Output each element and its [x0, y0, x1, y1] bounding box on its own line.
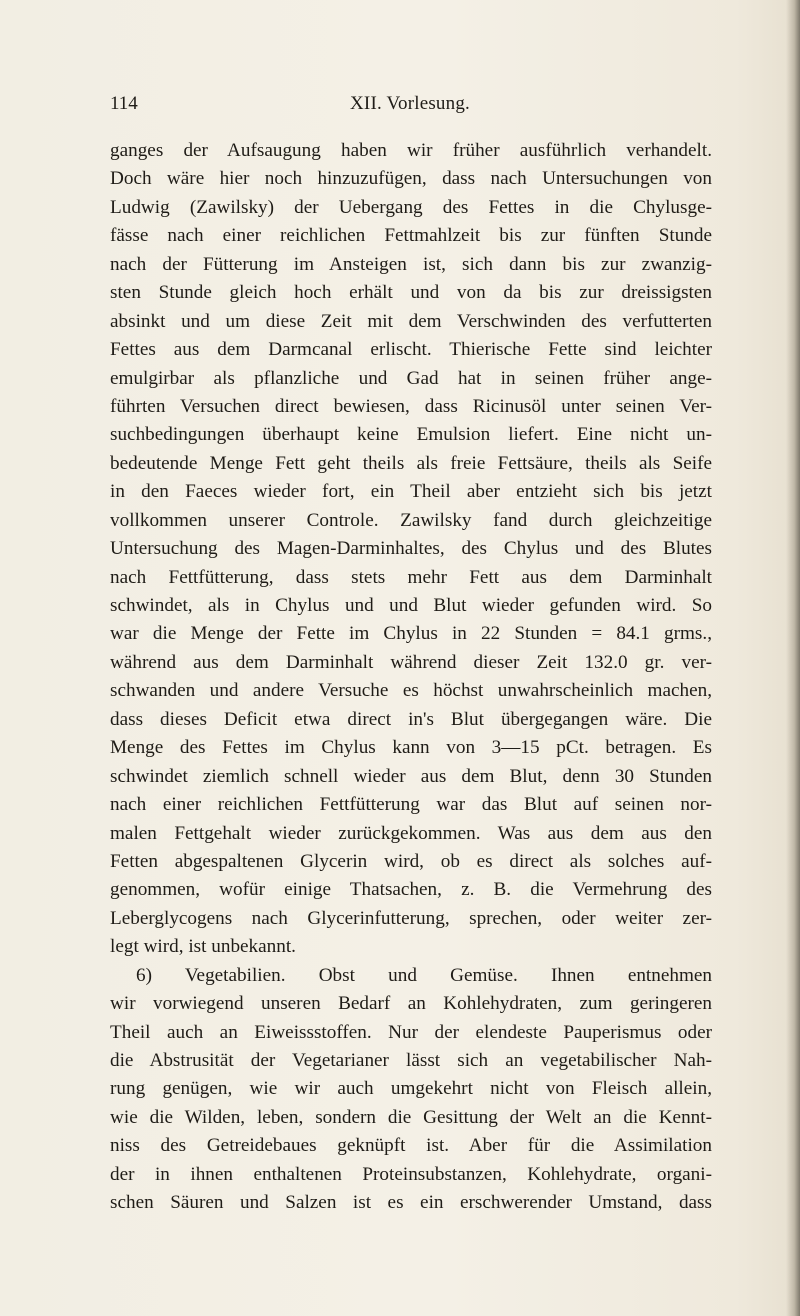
text-line: der in ihnen enthaltenen Proteinsubstanzen, Kohlehydrate, organi-	[110, 1163, 712, 1185]
text-line: dass dieses Deficit etwa direct in's Blut übergegangen wäre. Die	[110, 708, 712, 730]
text-line: genommen, wofür einige Thatsachen, z. B. die Vermehrung des	[110, 879, 712, 901]
text-line: schwindet ziemlich schnell wieder aus dem Blut, denn 30 Stunden	[110, 765, 712, 787]
text-line: absinkt und um diese Zeit mit dem Verschwinden des verfutterten	[110, 310, 712, 332]
text-line: Ludwig (Zawilsky) der Uebergang des Fettes in die Chylusge-	[110, 196, 712, 218]
body-text	[110, 137, 712, 1218]
text-line: Doch wäre hier noch hinzuzufügen, dass nach Untersuchungen von	[110, 168, 712, 190]
text-line: bedeutende Menge Fett geht theils als freie Fettsäure, theils als Seife	[110, 452, 712, 474]
text-line: malen Fettgehalt wieder zurückgekommen. Was aus dem aus den	[110, 822, 712, 844]
page-edge-shadow	[786, 0, 800, 1316]
text-line: schwindet, als in Chylus und und Blut wieder gefunden wird. So	[110, 595, 712, 616]
text-line: Fettes aus dem Darmcanal erlischt. Thierische Fette sind leichter	[110, 339, 712, 361]
text-line: emulgirbar als pflanzliche und Gad hat in seinen früher ange-	[110, 367, 712, 389]
text-line: während aus dem Darminhalt während dieser Zeit 132.0 gr. ver-	[110, 651, 712, 673]
text-line: nach der Fütterung im Ansteigen ist, sich dann bis zur zwanzig-	[110, 253, 712, 275]
text-line: wir vorwiegend unseren Bedarf an Kohlehydraten, zum geringeren	[110, 993, 712, 1015]
text-line: Menge des Fettes im Chylus kann von 3—15 pCt. betragen. Es	[110, 737, 712, 759]
text-line: rung genügen, wie wir auch umgekehrt nicht von Fleisch allein,	[110, 1078, 712, 1100]
page-header	[110, 93, 710, 119]
text-line: suchbedingungen überhaupt keine Emulsion liefert. Eine nicht un-	[110, 424, 712, 446]
text-line: war die Menge der Fette im Chylus in 22 Stunden = 84.1 grms.,	[110, 623, 712, 645]
section-heading-line: 6) Vegetabilien. Obst und Gemüse. Ihnen entnehmen	[136, 964, 712, 986]
text-line: schen Säuren und Salzen ist es ein erschwerender Umstand, dass	[110, 1192, 712, 1214]
text-line: nach einer reichlichen Fettfütterung war das Blut auf seinen nor-	[110, 794, 712, 816]
running-head: XII. Vorlesung.	[350, 93, 470, 114]
paragraph-last-line: legt wird, ist unbekannt.	[110, 936, 296, 958]
text-line: in den Faeces wieder fort, ein Theil aber entzieht sich bis jetzt	[110, 481, 712, 503]
text-line: Fetten abgespaltenen Glycerin wird, ob es direct als solches auf-	[110, 850, 712, 872]
text-line: fässe nach einer reichlichen Fettmahlzeit bis zur fünften Stunde	[110, 225, 712, 247]
text-line: Theil auch an Eiweissstoffen. Nur der elendeste Pauperismus oder	[110, 1021, 712, 1043]
text-line: schwanden und andere Versuche es höchst unwahrscheinlich machen,	[110, 680, 712, 702]
text-line: ganges der Aufsaugung haben wir früher ausführlich verhandelt.	[110, 140, 712, 161]
text-line: sten Stunde gleich hoch erhält und von da bis zur dreissigsten	[110, 282, 712, 304]
text-line: führten Versuchen direct bewiesen, dass Ricinusöl unter seinen Ver-	[110, 395, 712, 417]
text-line: Untersuchung des Magen-Darminhaltes, des Chylus und des Blutes	[110, 538, 712, 560]
text-line: die Abstrusität der Vegetarianer lässt sich an vegetabilischer Nah-	[110, 1050, 712, 1071]
text-line: vollkommen unserer Controle. Zawilsky fand durch gleichzeitige	[110, 509, 712, 531]
text-line: wie die Wilden, leben, sondern die Gesittung der Welt an die Kennt-	[110, 1106, 712, 1128]
text-line: nach Fettfütterung, dass stets mehr Fett aus dem Darminhalt	[110, 566, 712, 588]
text-line: niss des Getreidebaues geknüpft ist. Aber für die Assimilation	[110, 1135, 712, 1157]
page-number: 114	[110, 93, 138, 114]
text-line: Leberglycogens nach Glycerinfutterung, sprechen, oder weiter zer-	[110, 907, 712, 929]
